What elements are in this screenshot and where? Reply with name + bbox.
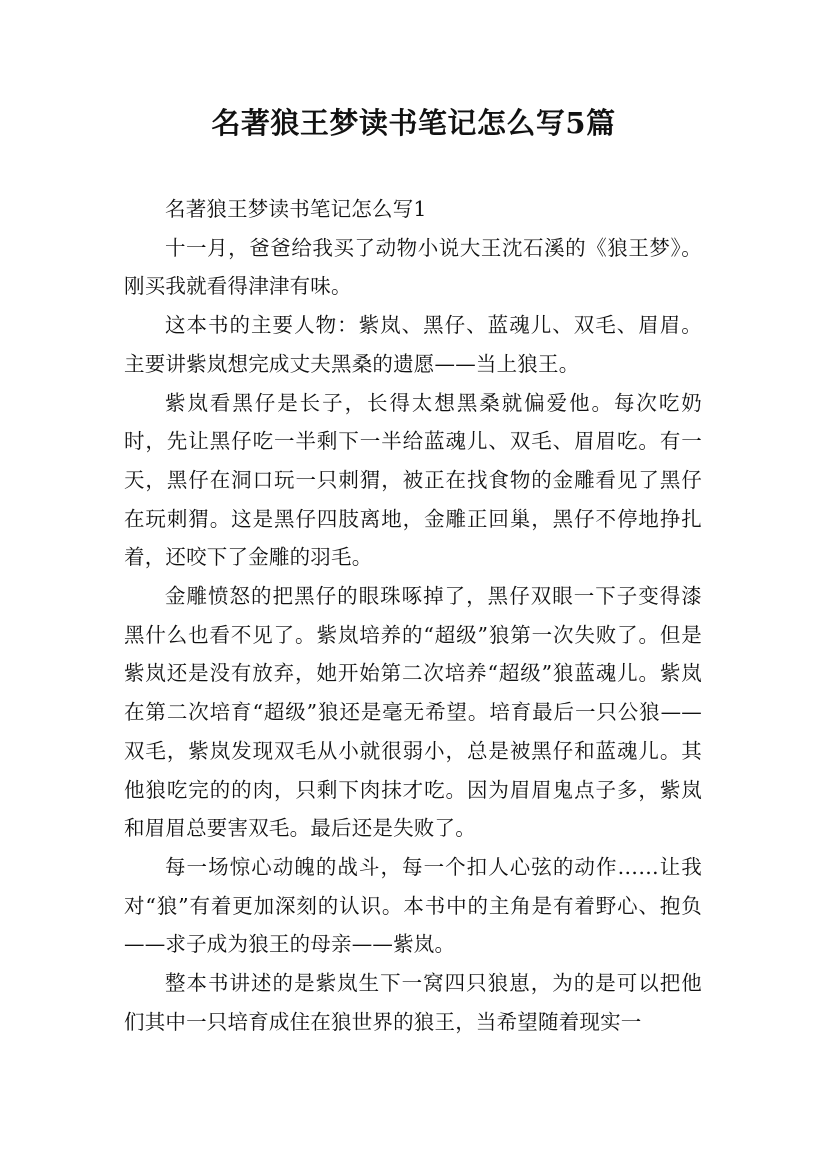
section-heading: 名著狼王梦读书笔记怎么写1: [165, 197, 427, 221]
paragraph: 金雕愤怒的把黑仔的眼珠啄掉了，黑仔双眼一下子变得漆黑什么也看不见了。紫岚培养的“超级”狼第一次失败了。但是紫岚还是没有放弃，她开始第二次培养“超级”狼蓝魂儿。紫岚在第二次培育“超级”狼还是毫无希望。培育最后一只公狼——双毛，紫岚发现双毛从小就很弱小，总是被黑仔和蓝魂儿。其他狼吃完的的肉，只剩下肉抹才吃。因为眉眉鬼点子多，紫岚和眉眉总要害双毛。最后还是失败了。: [124, 584, 702, 841]
paragraph: 十一月，爸爸给我买了动物小说大王沈石溪的《狼王梦》。刚买我就看得津津有味。: [124, 235, 702, 299]
paragraph: 每一场惊心动魄的战斗，每一个扣人心弦的动作……让我对“狼”有着更加深刻的认识。本书中的主角是有着野心、抱负——求子成为狼王的母亲——紫岚。: [124, 854, 702, 957]
paragraph: 这本书的主要人物：紫岚、黑仔、蓝魂儿、双毛、眉眉。主要讲紫岚想完成丈夫黑桑的遗愿——当上狼王。: [124, 313, 702, 376]
document-body: [124, 190, 702, 1041]
document-title: 名著狼王梦读书笔记怎么写5篇: [211, 106, 616, 140]
paragraph: 紫岚看黑仔是长子，长得太想黑桑就偏爱他。每次吃奶时，先让黑仔吃一半剩下一半给蓝魂儿、双毛、眉眉吃。有一天，黑仔在洞口玩一只刺猬，被正在找食物的金雕看见了黑仔在玩刺猬。这是黑仔四肢离地，金雕正回巢，黑仔不停地挣扎着，还咬下了金雕的羽毛。: [124, 390, 702, 570]
paragraph: 整本书讲述的是紫岚生下一窝四只狼崽，为的是可以把他们其中一只培育成住在狼世界的狼王，当希望随着现实一: [124, 971, 702, 1034]
